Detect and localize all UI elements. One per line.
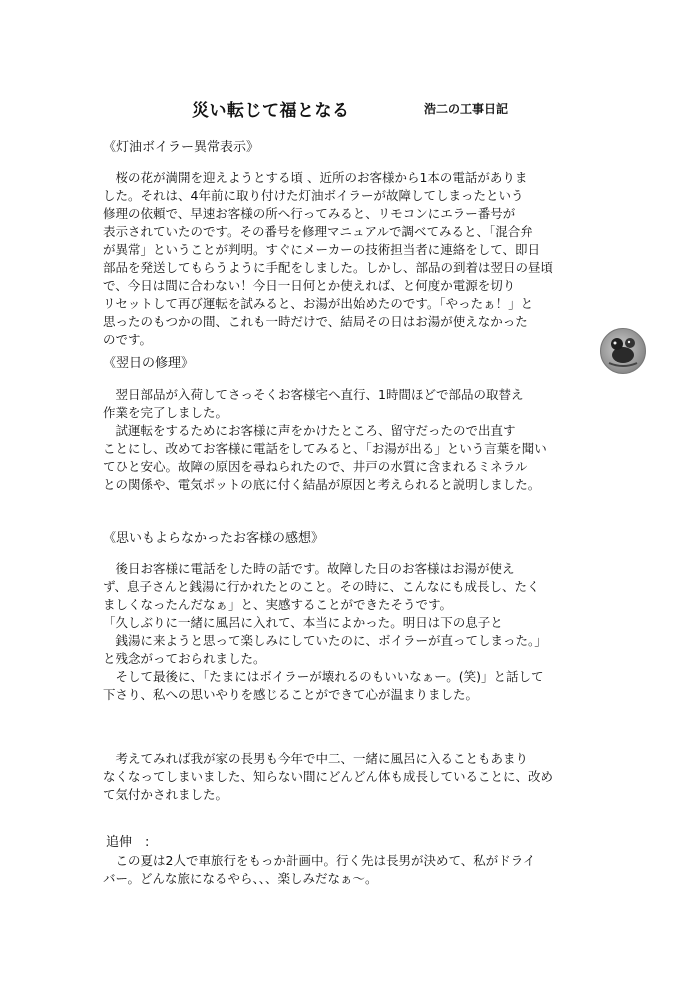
text-line: なくなってしまいました、知らない間にどんどん体も成長していることに、改め	[103, 769, 554, 784]
text-line: 作業を完了しました。	[103, 405, 229, 420]
text-line: との関係や、電気ポットの底に付く結晶が原因と考えられると説明しました。	[103, 477, 541, 492]
text-line: のです。	[103, 332, 153, 347]
text-line: 桜の花が満開を迎えようとする頃 、近所のお客様から1本の電話がありま	[103, 170, 528, 185]
section-body-next-day-repair	[103, 386, 581, 494]
text-line: した。それは、4年前に取り付けた灯油ボイラーが故障してしまったという	[103, 188, 524, 203]
decorative-stamp-illustration	[600, 328, 646, 374]
text-line: 「久しぶりに一緒に風呂に入れて、本当によかった。明日は下の息子と	[103, 615, 503, 630]
postscript-body	[103, 852, 581, 888]
text-line: 後日お客様に電話をした時の話です。故障した日のお客様はお湯が使え	[103, 561, 515, 576]
text-line: この夏は2人で車旅行をもっか計画中。行く先は長男が決めて、私がドライ	[103, 853, 536, 868]
section-heading-next-day-repair: 《翌日の修理》	[103, 356, 195, 371]
text-line: ことにし、改めてお客様に電話をしてみると、「お湯が出る」という言葉を聞い	[103, 441, 547, 456]
text-line: 試運転をするためにお客様に声をかけたところ、留守だったので出直す	[103, 423, 516, 438]
text-line: 翌日部品が入荷してさっそくお客様宅へ直行、1時間ほどで部品の取替え	[103, 387, 524, 402]
text-line: リセットして再び運転を試みると、お湯が出始めたのです。「やったぁ！」と	[103, 296, 534, 311]
text-line: 銭湯に来ようと思って楽しみにしていたのに、ボイラーが直ってしまった。」	[103, 633, 547, 648]
text-line: 下さり、私への思いやりを感じることができて心が温まりました。	[103, 687, 479, 702]
text-line: 表示されていたのです。その番号を修理マニュアルで調べてみると、「混合弁	[103, 224, 533, 239]
text-line: で、今日は間に合わない！今日一日何とか使えれば、と何度か電源を切り	[103, 278, 516, 293]
text-line: 思ったのもつかの間、これも一時だけで、結局その日はお湯が使えなかった	[103, 314, 528, 329]
text-line: と残念がっておられました。	[103, 651, 266, 666]
document-subtitle: 浩二の工事日記	[424, 102, 509, 116]
section-body-boiler-error	[103, 169, 581, 349]
text-line: て気付かされました。	[103, 787, 229, 802]
text-line: バー。どんな旅になるやら、、、楽しみだなぁ〜。	[103, 871, 378, 886]
text-line: ず、息子さんと銭湯に行かれたとのこと。その時に、こんなにも成長し、たく	[103, 579, 540, 594]
text-line: 部品を発送してもらうように手配をしました。しかし、部品の到着は翌日の昼頃	[103, 260, 554, 275]
section-body-customer-impression	[103, 560, 581, 704]
section-heading-customer-impression: 《思いもよらなかったお客様の感想》	[103, 531, 325, 546]
postscript-label: 追伸 :	[106, 835, 150, 850]
text-line: 考えてみれば我が家の長男も今年で中二、一緒に風呂に入ることもあまり	[103, 751, 529, 766]
text-line: てひと安心。故障の原因を尋ねられたので、井戸の水質に含まれるミネラル	[103, 459, 528, 474]
text-line: 修理の依頼で、早速お客様の所へ行ってみると、リモコンにエラー番号が	[103, 206, 516, 221]
section-heading-boiler-error: 《灯油ボイラー異常表示》	[103, 140, 260, 155]
reflection-paragraph	[103, 750, 581, 804]
text-line: ましくなったんだなぁ」と、実感することができたそうです。	[103, 597, 453, 612]
text-line: そして最後に、「たまにはボイラーが壊れるのもいいなぁー。(笑)」と話して	[103, 669, 544, 684]
document-title: 災い転じて福となる	[192, 101, 350, 121]
text-line: が異常」ということが判明。すぐにメーカーの技術担当者に連絡をして、即日	[103, 242, 541, 257]
